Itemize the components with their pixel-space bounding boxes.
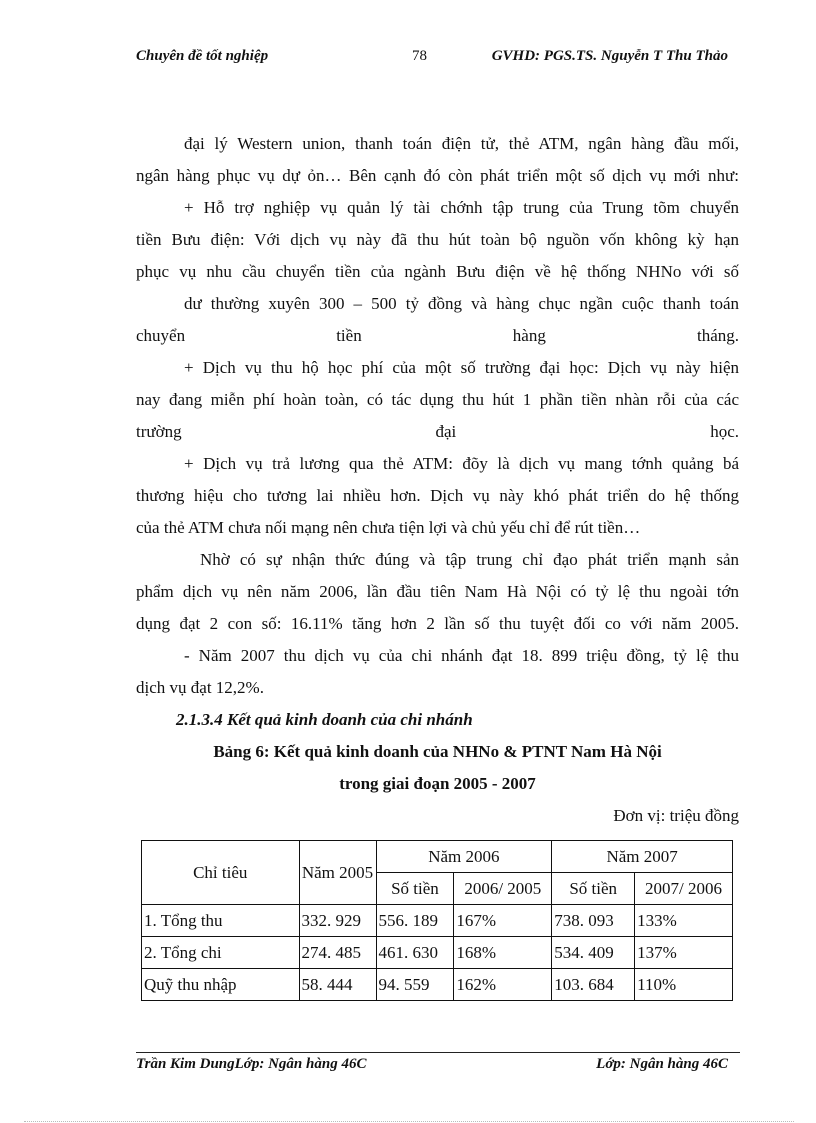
footer-divider	[136, 1052, 740, 1053]
table-cell: 162%	[454, 969, 552, 1001]
text-line: + Dịch vụ trả lương qua thẻ ATM: đõy là dịch vụ mang tớnh quảng bá	[184, 454, 739, 473]
table-cell: 168%	[454, 937, 552, 969]
header-amount-2007: Số tiền	[552, 873, 635, 905]
footer-author: Trần Kim DungLớp: Ngân hàng 46C	[136, 1056, 367, 1072]
header-2007: Năm 2007	[552, 841, 733, 873]
text-line: phẩm dịch vụ nên năm 2006, lần đầu tiên Nam Hà Nội có tỷ lệ thu ngoài tớn	[136, 582, 739, 601]
table-cell: 274. 485	[299, 937, 376, 969]
text-line: thương hiệu cho tương lai nhiều hơn. Dịch vụ này khó phát triển do hệ thống	[136, 486, 739, 505]
text-line: dụng đạt 2 con số: 16.11% tăng hơn 2 lần số thu tuyệt đối co với năm 2005.	[136, 614, 739, 633]
table-cell: 461. 630	[376, 937, 454, 969]
text-line: chuyển tiền hàng tháng.	[136, 326, 739, 345]
header-supervisor: GVHD: PGS.TS. Nguyễn T Thu Thảo	[491, 48, 728, 64]
header-2006: Năm 2006	[376, 841, 552, 873]
text-line: ngân hàng phục vụ dự ỏn… Bên cạnh đó còn phát triển một số dịch vụ mới như:	[136, 166, 739, 185]
section-heading: 2.1.3.4 Kết quả kinh doanh của chi nhánh	[176, 710, 473, 729]
text-line: dư thường xuyên 300 – 500 tỷ đồng và hàng chục ngần cuộc thanh toán	[184, 294, 739, 313]
text-line: tiền Bưu điện: Với dịch vụ này đã thu hút toàn bộ nguồn vốn không kỳ hạn	[136, 230, 739, 249]
text-line: - Năm 2007 thu dịch vụ của chi nhánh đạt 18. 899 triệu đồng, tỷ lệ thu	[184, 646, 739, 665]
header-amount-2006: Số tiền	[376, 873, 454, 905]
table-cell: 1. Tổng thu	[142, 905, 300, 937]
text-line: + Hỗ trợ nghiệp vụ quản lý tài chớnh tập trung của Trung tõm chuyển	[184, 198, 739, 217]
table-cell: 103. 684	[552, 969, 635, 1001]
table-cell: 332. 929	[299, 905, 376, 937]
text-line: phục vụ nhu cầu chuyển tiền của ngành Bưu điện về hệ thống NHNo với số	[136, 262, 739, 281]
text-line: nay đang miễn phí hoàn toàn, có tác dụng thu hút 1 phần tiền nhàn rỗi của các	[136, 390, 739, 409]
table-cell: 133%	[635, 905, 733, 937]
header-title: Chuyên đề tốt nghiệp	[136, 48, 269, 64]
header-2005: Năm 2005	[299, 841, 376, 905]
header-ratio-2006: 2006/ 2005	[454, 873, 552, 905]
table-cell: 556. 189	[376, 905, 454, 937]
text-line: đại lý Western union, thanh toán điện tử, thẻ ATM, ngân hàng đầu mối,	[184, 134, 739, 153]
body-text	[136, 128, 739, 832]
table-cell: 2. Tổng chi	[142, 937, 300, 969]
text-line: dịch vụ đạt 12,2%.	[136, 678, 264, 697]
text-line: + Dịch vụ thu hộ học phí của một số trường đại học: Dịch vụ này hiện	[184, 358, 739, 377]
table-cell: 137%	[635, 937, 733, 969]
page-number: 78	[412, 48, 427, 64]
header-ratio-2007: 2007/ 2006	[635, 873, 733, 905]
page-header	[136, 48, 728, 70]
table-row	[142, 969, 733, 1001]
table-cell: 58. 444	[299, 969, 376, 1001]
table-header-row	[142, 841, 733, 873]
unit-label: Đơn vị: triệu đồng	[613, 806, 739, 825]
text-line: của thẻ ATM chưa nối mạng nên chưa tiện lợi và chủ yếu chỉ để rút tiền…	[136, 518, 641, 537]
text-line: Nhờ có sự nhận thức đúng và tập trung chỉ đạo phát triển mạnh sản	[200, 550, 739, 569]
table-cell: 738. 093	[552, 905, 635, 937]
results-table	[141, 840, 733, 1001]
table-cell: 94. 559	[376, 969, 454, 1001]
page-bottom-border	[24, 1121, 794, 1122]
footer-class: Lớp: Ngân hàng 46C	[596, 1056, 728, 1072]
table-caption-line1: Bảng 6: Kết quả kinh doanh của NHNo & PTNT Nam Hà Nội	[213, 742, 662, 761]
table-cell: 167%	[454, 905, 552, 937]
table-row	[142, 937, 733, 969]
table-cell: Quỹ thu nhập	[142, 969, 300, 1001]
table-cell: 110%	[635, 969, 733, 1001]
table-cell: 534. 409	[552, 937, 635, 969]
table-row	[142, 905, 733, 937]
table-caption-line2: trong giai đoạn 2005 - 2007	[339, 774, 536, 793]
header-indicator: Chỉ tiêu	[142, 841, 300, 905]
text-line: trường đại học.	[136, 422, 739, 441]
